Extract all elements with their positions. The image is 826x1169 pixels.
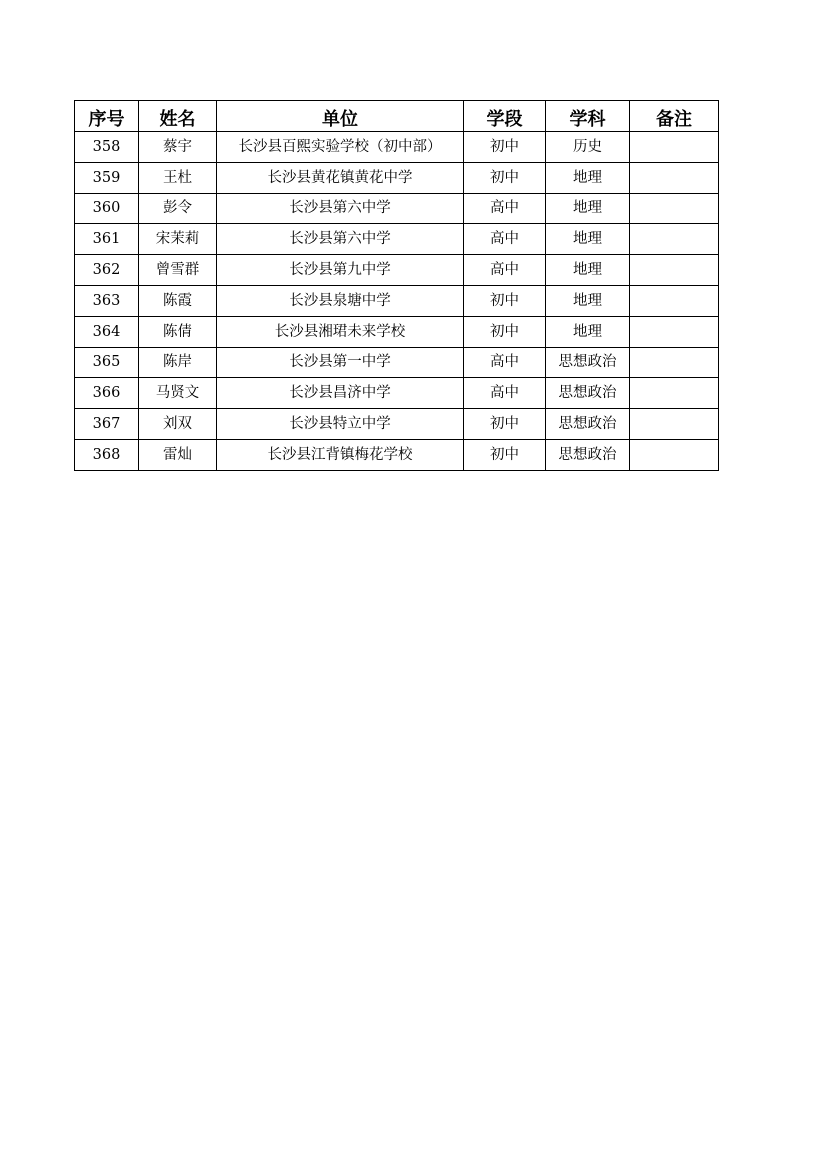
- table-row: [75, 378, 719, 409]
- table-row: [75, 255, 719, 286]
- cell-seq: 366: [75, 378, 139, 409]
- cell-stage: 初中: [464, 162, 546, 193]
- cell-name: 宋茉莉: [139, 224, 217, 255]
- cell-note: [630, 224, 719, 255]
- table-row: [75, 347, 719, 378]
- cell-seq: 358: [75, 132, 139, 163]
- cell-seq: 364: [75, 316, 139, 347]
- cell-unit: 长沙县泉塘中学: [217, 285, 464, 316]
- header-unit: 单位: [217, 101, 464, 132]
- cell-subject: 地理: [546, 193, 630, 224]
- cell-note: [630, 132, 719, 163]
- cell-stage: 初中: [464, 316, 546, 347]
- table-row: [75, 224, 719, 255]
- roster-table: [74, 100, 719, 471]
- cell-note: [630, 193, 719, 224]
- cell-unit: 长沙县江背镇梅花学校: [217, 439, 464, 470]
- table-row: [75, 132, 719, 163]
- table-row: [75, 162, 719, 193]
- table-row: [75, 439, 719, 470]
- cell-name: 马贤文: [139, 378, 217, 409]
- cell-unit: 长沙县昌济中学: [217, 378, 464, 409]
- cell-name: 陈岸: [139, 347, 217, 378]
- cell-subject: 地理: [546, 255, 630, 286]
- cell-note: [630, 255, 719, 286]
- cell-note: [630, 378, 719, 409]
- cell-seq: 368: [75, 439, 139, 470]
- cell-name: 曾雪群: [139, 255, 217, 286]
- header-name: 姓名: [139, 101, 217, 132]
- cell-note: [630, 285, 719, 316]
- cell-name: 彭令: [139, 193, 217, 224]
- cell-subject: 地理: [546, 162, 630, 193]
- cell-note: [630, 162, 719, 193]
- cell-stage: 初中: [464, 409, 546, 440]
- cell-name: 蔡宇: [139, 132, 217, 163]
- cell-unit: 长沙县第六中学: [217, 193, 464, 224]
- cell-stage: 高中: [464, 193, 546, 224]
- cell-seq: 363: [75, 285, 139, 316]
- cell-subject: 思想政治: [546, 378, 630, 409]
- cell-subject: 地理: [546, 316, 630, 347]
- cell-note: [630, 409, 719, 440]
- cell-seq: 359: [75, 162, 139, 193]
- cell-unit: 长沙县特立中学: [217, 409, 464, 440]
- cell-name: 王杜: [139, 162, 217, 193]
- cell-stage: 初中: [464, 132, 546, 163]
- table-row: [75, 316, 719, 347]
- cell-seq: 361: [75, 224, 139, 255]
- cell-name: 刘双: [139, 409, 217, 440]
- cell-seq: 360: [75, 193, 139, 224]
- cell-unit: 长沙县湘珺未来学校: [217, 316, 464, 347]
- cell-unit: 长沙县第九中学: [217, 255, 464, 286]
- cell-stage: 高中: [464, 378, 546, 409]
- cell-stage: 初中: [464, 439, 546, 470]
- table-row: [75, 285, 719, 316]
- cell-subject: 思想政治: [546, 347, 630, 378]
- cell-stage: 高中: [464, 224, 546, 255]
- cell-stage: 高中: [464, 255, 546, 286]
- table-row: [75, 409, 719, 440]
- cell-name: 陈倩: [139, 316, 217, 347]
- cell-stage: 初中: [464, 285, 546, 316]
- cell-seq: 367: [75, 409, 139, 440]
- cell-seq: 362: [75, 255, 139, 286]
- cell-subject: 思想政治: [546, 439, 630, 470]
- cell-seq: 365: [75, 347, 139, 378]
- table-header-row: [75, 101, 719, 132]
- header-seq: 序号: [75, 101, 139, 132]
- cell-note: [630, 439, 719, 470]
- cell-name: 陈霞: [139, 285, 217, 316]
- header-subject: 学科: [546, 101, 630, 132]
- cell-subject: 地理: [546, 224, 630, 255]
- cell-subject: 历史: [546, 132, 630, 163]
- cell-stage: 高中: [464, 347, 546, 378]
- table-row: [75, 193, 719, 224]
- cell-unit: 长沙县第一中学: [217, 347, 464, 378]
- cell-subject: 思想政治: [546, 409, 630, 440]
- cell-subject: 地理: [546, 285, 630, 316]
- cell-note: [630, 316, 719, 347]
- cell-unit: 长沙县百熙实验学校（初中部）: [217, 132, 464, 163]
- cell-unit: 长沙县第六中学: [217, 224, 464, 255]
- header-note: 备注: [630, 101, 719, 132]
- header-stage: 学段: [464, 101, 546, 132]
- cell-name: 雷灿: [139, 439, 217, 470]
- cell-note: [630, 347, 719, 378]
- cell-unit: 长沙县黄花镇黄花中学: [217, 162, 464, 193]
